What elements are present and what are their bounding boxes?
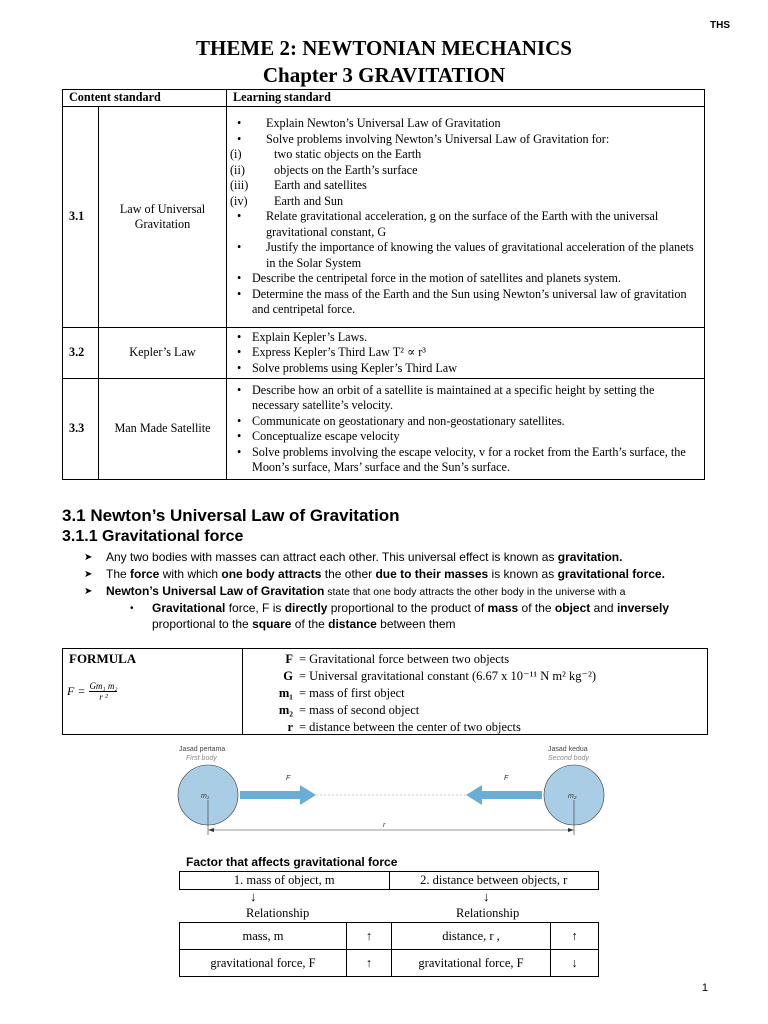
- point-proportional: • Gravitational force, F is directly proportional to the product of mass of the object and inversely: [130, 601, 669, 615]
- def-row: m₁ = mass of first object: [278, 686, 405, 700]
- relationship-table: [179, 922, 599, 977]
- formula-box: [62, 648, 708, 735]
- list-item: (i) two static objects on the Earth: [230, 147, 422, 162]
- std-num: 3.3: [63, 379, 99, 480]
- point-newton-law: ➤ Newton’s Universal Law of Gravitation state that one body attracts the other body in the universe with a: [84, 584, 626, 598]
- list-item: • Solve problems involving Newton’s Universal Law of Gravitation for:: [230, 132, 701, 148]
- force-label-right: F: [504, 775, 509, 782]
- std-items: [227, 328, 705, 379]
- list-item: • Conceptualize escape velocity: [230, 429, 701, 445]
- theme-title: THEME 2: NEWTONIAN MECHANICS: [196, 36, 572, 60]
- table-cell: ↑: [347, 950, 392, 977]
- factor-mass: 1. mass of object, m: [180, 872, 390, 890]
- list-item: • Describe the centripetal force in the motion of satellites and planets system.: [230, 271, 701, 287]
- force-arrow-left: [466, 785, 542, 805]
- table-cell: ↑: [551, 923, 599, 950]
- chapter-title: Chapter 3 GRAVITATION: [262, 63, 506, 87]
- table-cell: gravitational force, F: [392, 950, 551, 977]
- std-num: 3.1: [63, 107, 99, 328]
- list-item: • Justify the importance of knowing the values of gravitational acceleration of the planets in the Solar System: [230, 240, 701, 271]
- distance-label: r: [383, 822, 386, 829]
- m1-label: m₁: [201, 793, 210, 800]
- table-cell: distance, r ,: [392, 923, 551, 950]
- m2-label: m₂: [568, 793, 577, 800]
- list-item: • Explain Newton’s Universal Law of Gravitation: [230, 116, 701, 132]
- relationship-label: Relationship: [246, 906, 310, 920]
- formula-definitions: [249, 651, 596, 736]
- header-tag: THS: [710, 20, 730, 31]
- table-cell: mass, m: [180, 923, 347, 950]
- second-body-label-en: Second body: [548, 755, 589, 762]
- def-row: F = Gravitational force between two objects: [285, 652, 510, 666]
- down-arrow: ↓: [250, 889, 257, 904]
- standards-table: [62, 89, 705, 480]
- std-items: [227, 107, 705, 328]
- def-row: m₂ = mass of second object: [278, 703, 420, 717]
- point-gravitational-force: ➤ The force with which one body attracts the other due to their masses is known as gravitational force.: [84, 567, 665, 581]
- second-body-label-ms: Jasad kedua: [548, 746, 588, 753]
- list-item: • Solve problems using Kepler’s Third Law: [230, 361, 701, 377]
- def-row: G = Universal gravitational constant (6.67 x 10⁻¹¹ N m² kg⁻²): [283, 669, 596, 683]
- std-num: 3.2: [63, 328, 99, 379]
- point-gravitation: ➤ Any two bodies with masses can attract each other. This universal effect is known as gravitation.: [84, 550, 623, 564]
- table-cell: gravitational force, F: [180, 950, 347, 977]
- std-topic: Law of Universal Gravitation: [99, 107, 227, 328]
- def-row: r = distance between the center of two objects: [287, 720, 521, 734]
- list-item: (iv) Earth and Sun: [230, 193, 344, 208]
- force-arrow-right: [240, 785, 316, 805]
- subsection-heading: 3.1.1 Gravitational force: [62, 528, 244, 545]
- section-heading: 3.1 Newton’s Universal Law of Gravitation: [62, 506, 400, 525]
- formula-label: FORMULA: [69, 651, 137, 666]
- list-item: • Describe how an orbit of a satellite is maintained at a specific height by setting the necessary satellite’s velocity.: [230, 383, 701, 414]
- relationship-label: Relationship: [456, 906, 520, 920]
- factor-distance: 2. distance between objects, r: [389, 872, 599, 890]
- list-item: • Determine the mass of the Earth and the Sun using Newton’s universal law of gravitation and centripetal force.: [230, 287, 701, 318]
- list-item: • Solve problems involving the escape velocity, v for a rocket from the Earth’s surface, the Moon’s surface, Mars’ surface and the Sun’s surface.: [230, 445, 701, 476]
- factor-header-table: [179, 871, 599, 890]
- std-topic: Man Made Satellite: [99, 379, 227, 480]
- factor-title: Factor that affects gravitational force: [186, 855, 398, 869]
- list-item: • Express Kepler’s Third Law T² ∝ r³: [230, 345, 701, 361]
- std-items: [227, 379, 705, 480]
- page-number: 1: [701, 982, 708, 994]
- first-body-label-en: First body: [186, 755, 217, 762]
- list-item: (iii) Earth and satellites: [230, 178, 367, 193]
- down-arrow: ↓: [483, 889, 490, 904]
- std-topic: Kepler’s Law: [99, 328, 227, 379]
- header-learning-standard: Learning standard: [227, 90, 705, 107]
- header-content-standard: Content standard: [63, 90, 227, 107]
- list-item: • Explain Kepler’s Laws.: [230, 330, 701, 346]
- table-cell: ↓: [551, 950, 599, 977]
- formula-equation: F = $\frac{\text{Gm₁ m₂}}{\text{r ²}}$: [67, 681, 118, 702]
- point-proportional-cont: proportional to the square of the distance between them: [152, 617, 456, 631]
- first-body-label-ms: Jasad pertama: [179, 746, 226, 753]
- two-body-diagram: [170, 760, 610, 840]
- list-item: • Relate gravitational acceleration, g on the surface of the Earth with the universal gravitational constant, G: [230, 209, 701, 240]
- table-cell: ↑: [347, 923, 392, 950]
- list-item: (ii) objects on the Earth’s surface: [230, 162, 418, 177]
- force-label-left: F: [286, 775, 291, 782]
- list-item: • Communicate on geostationary and non-geostationary satellites.: [230, 414, 701, 430]
